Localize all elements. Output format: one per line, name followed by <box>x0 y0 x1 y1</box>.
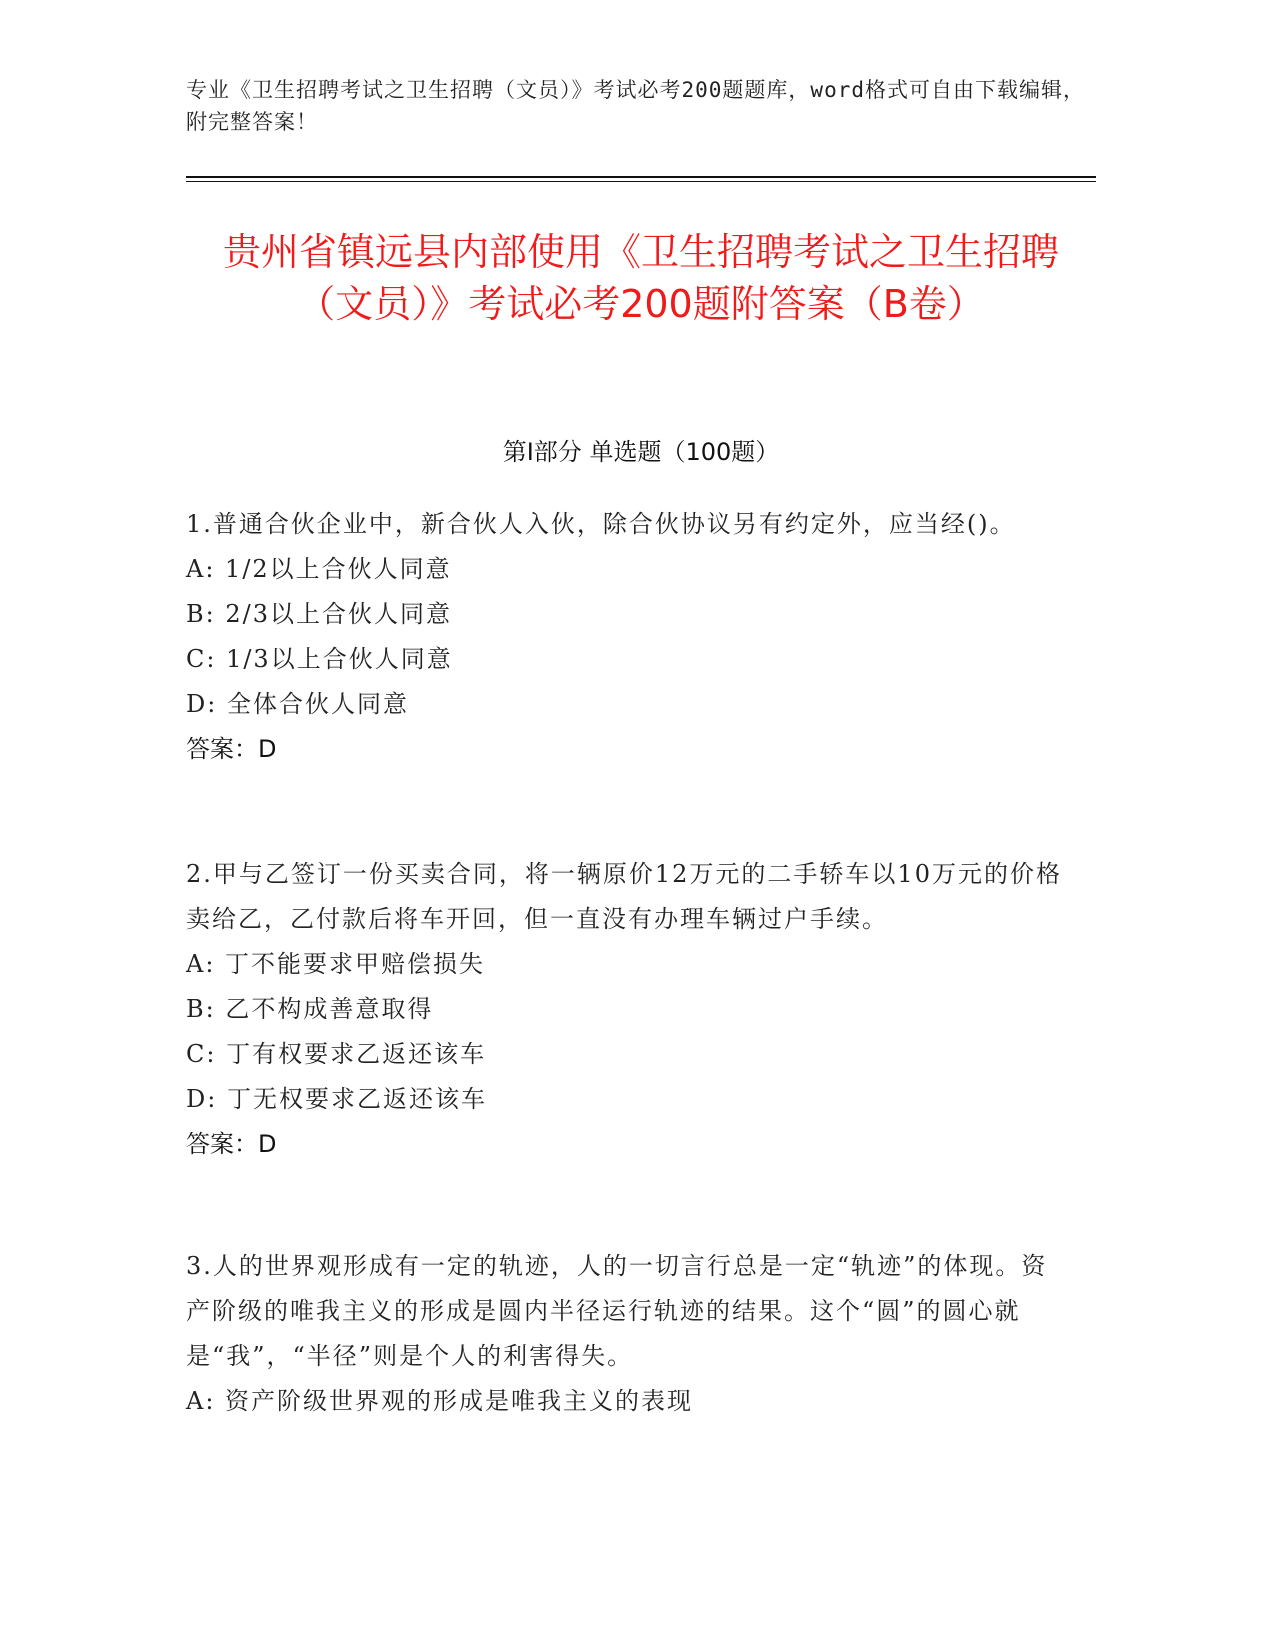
answer-line: 答案：D <box>186 735 277 763</box>
question-block-3 <box>186 1244 1066 1424</box>
header-divider-thick <box>186 176 1096 178</box>
option-a: A: 资产阶级世界观的形成是唯我主义的表现 <box>186 1387 694 1415</box>
header-divider-thin <box>186 181 1096 182</box>
document-title: 贵州省镇远县内部使用《卫生招聘考试之卫生招聘（文员）》考试必考200题附答案（B卷） <box>222 230 1059 326</box>
header-note: 专业《卫生招聘考试之卫生招聘（文员）》考试必考200题题库，word格式可自由下载编辑，附完整答案！ <box>186 78 1085 134</box>
question-block-1 <box>186 502 1066 772</box>
option-b: B: 乙不构成善意取得 <box>186 995 434 1023</box>
question-text: 3.人的世界观形成有一定的轨迹，人的一切言行总是一定“轨迹”的体现。资产阶级的唯我主义的形成是圆内半径运行轨迹的结果。这个“圆”的圆心就是“我”，“半径”则是个人的利害得失。 <box>186 1252 1048 1370</box>
option-a: A: 丁不能要求甲赔偿损失 <box>186 950 486 978</box>
answer-line: 答案：D <box>186 1130 277 1158</box>
option-d: D: 丁无权要求乙返还该车 <box>186 1085 487 1113</box>
option-b: B: 2/3以上合伙人同意 <box>186 600 452 628</box>
question-block-2 <box>186 852 1066 1167</box>
question-text: 1.普通合伙企业中，新合伙人入伙，除合伙协议另有约定外，应当经()。 <box>186 510 1016 538</box>
section-heading: 第I部分 单选题（100题） <box>502 438 780 466</box>
option-a: A: 1/2以上合伙人同意 <box>186 555 452 583</box>
option-d: D: 全体合伙人同意 <box>186 690 409 718</box>
option-c: C: 丁有权要求乙返还该车 <box>186 1040 487 1068</box>
option-c: C: 1/3以上合伙人同意 <box>186 645 453 673</box>
question-text: 2.甲与乙签订一份买卖合同，将一辆原价12万元的二手轿车以10万元的价格卖给乙，乙付款后将车开回，但一直没有办理车辆过户手续。 <box>186 860 1062 933</box>
